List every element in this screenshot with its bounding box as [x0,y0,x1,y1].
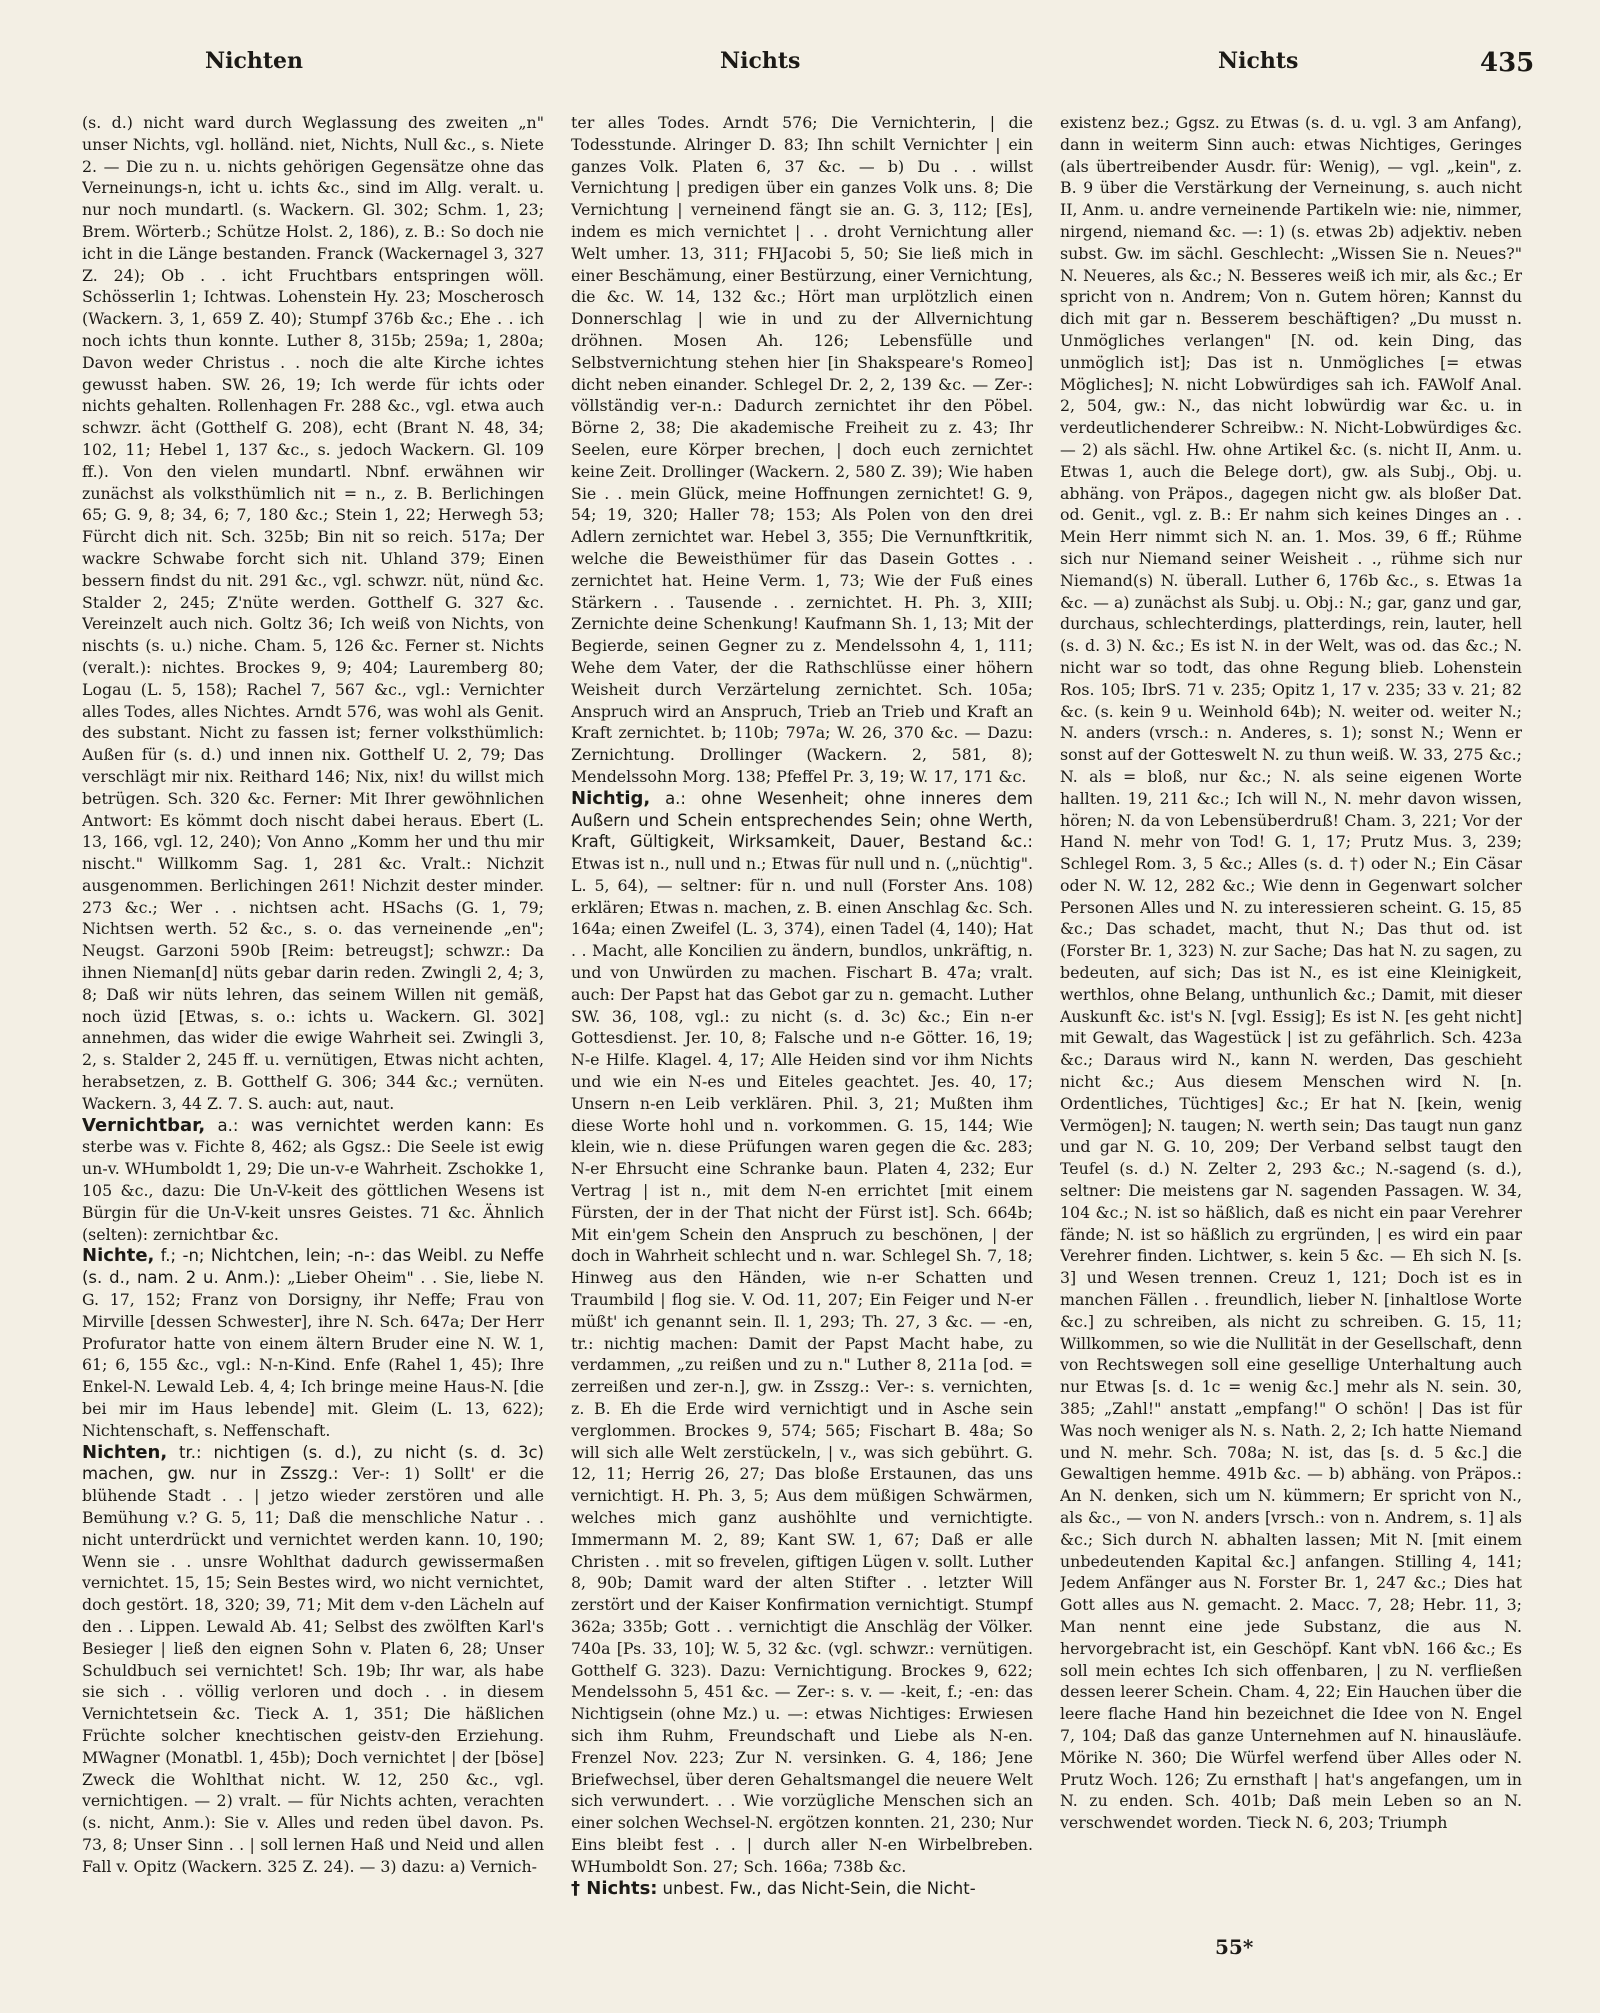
entry-gloss: tr.: nichtigen (s. d.), zu nicht (s. d. 3c) machen, gw. nur in Zsszg.: [82,1442,544,1484]
entry-text: „Lieber Oheim" . . Sie, liebe N. G. 17, 152; Franz von Dorsigny, ihr Neffe; Frau von Mirville [dessen Schwester], ihre N. Sch. 647a; Der Herr Profurator hatte von einem ältern Bruder eine N. W. 1, 61; 6, 155 &c., vgl.: N-n-Kind. Enfe (Rahel 1, 45); Ihre Enkel-N. Lewald Leb. 4, 4; Ich bringe meine Haus-N. [die bei mir im Haus lebende] mit. Gleim (L. 13, 622); Nichtenschaft, s. Neffenschaft. [82,1268,544,1440]
entry-gloss: unbest. Fw., das Nicht-Sein, die Nicht- [662,1878,976,1898]
entry-continuation [571,112,1033,788]
entry-continuation [1060,112,1522,1834]
entry-text: ter alles Todes. Arndt 576; Die Vernichterin, | die Todesstunde. Alringer D. 83; Ihn schilt Vernichter | ein ganzes Volk. Platen 6, 37 &c. — b) Du . . willst Vernichtung | predigen über ein ganzes Volk uns. 8; Die Vernichtung | verneinend fängt sie an. G. 3, 112; [Es], indem es mich vernichtet | . . droht Vernichtung aller Welt umher. 13, 311; FHJacobi 5, 50; Sie ließ mich in einer Beschämung, einer Bestürzung, einer Vernichtung, die &c. W. 14, 132 &c.; Hört man urplötzlich einen Donnerschlag | wie in und zu der Allvernichtung dröhnen. Mosen Ah. 126; Lebensfülle und Selbstvernichtung stehen hier [in Shakspeare's Romeo] dicht neben einander. Schlegel Dr. 2, 2, 139 &c. — Zer-: völlständig ver-n.: Dadurch zernichtet ihr den Pöbel. Börne 2, 38; Die akademische Freiheit zu z. 43; Ihr Seelen, eure Körper brechen, | doch euch zernichtet keine Zeit. Drollinger (Wackern. 2, 580 Z. 39); Wie haben Sie . . mein Glück, meine Hoffnungen zernichtet! G. 9, 54; 19, 320; Haller 78; 153; Als Polen von den drei Adlern zernichtet war. Hebel 3, 355; Die Vernunftkritik, welche die Beweisthümer für das Dasein Gottes . . zernichtet hat. Heine Verm. 1, 73; Wie der Fuß eines Stärkern . . Tausende . . zernichtet. H. Ph. 3, XIII; Zernichte deine Schenkung! Kaufmann Sh. 1, 13; Mit der Begierde, seinen Gegner zu z. Mendelssohn 4, 1, 111; Wehe dem Vater, der die Rathschlüsse einer höhern Weisheit durch Verzärtelung zernichtet. Sch. 105a; Anspruch wird an Anspruch, Trieb an Trieb und Kraft an Kraft zernichtet. b; 110b; 797a; W. 26, 370 &c. — Dazu: Zernichtung. Drollinger (Wackern. 2, 581, 8); Mendelssohn Morg. 138; Pfeffel Pr. 3, 19; W. 17, 171 &c. [571,113,1033,786]
column-right [1060,112,1522,1922]
entry-gloss: a.: ohne Wesenheit; ohne inneres dem Außern und Schein entsprechendes Sein; ohne Werth, Kraft, Gültigkeit, Wirksamkeit, Dauer, Bestand &c.: [571,788,1033,852]
entry-headword: Nichte, [82,1245,155,1267]
entry-nichte [82,1245,544,1441]
page-number: 435 [1480,48,1535,78]
running-head-center: Nichts [720,48,801,74]
entry-gloss: a.: was vernichtet werden kann: [217,1115,513,1135]
dictionary-columns [82,112,1522,1922]
entry-nichtig [571,788,1033,1878]
entry-headword: Nichtig, [571,787,651,809]
entry-headword: † Nichts: [571,1877,658,1899]
entry-nichten [82,1442,544,1878]
entry-continuation [82,112,544,1115]
running-head-right: Nichts [1218,48,1299,74]
entry-vernichtbar [82,1115,544,1246]
running-head [0,48,1600,88]
entry-headword: Vernichtbar, [82,1114,206,1136]
entry-headword: Nichten, [82,1441,168,1463]
entry-text: Ver-: 1) Sollt' er die blühende Stadt . . | jetzo wieder zerstören und alle Bemühung v.? G. 5, 11; Daß die menschliche Natur . . nicht unterdrückt und vernichtet werden kann. 10, 190; Wenn sie . . unsre Wohlthat dadurch gewissermaßen vernichtet. 15, 15; Sein Bestes wird, wo nicht vernichtet, doch gestört. 18, 320; 39, 71; Mit dem v-den Lächeln auf den . . Lippen. Lewald Ab. 41; Selbst des zwölften Karl's Besieger | ließ den eignen Sohn v. Platen 6, 28; Unser Schuldbuch sei vernichtet! Sch. 19b; Ihr war, als habe sie sich . . völlig verloren und doch . . in diesem Vernichtetsein &c. Tieck A. 1, 351; Die häßlichen Früchte solcher knechtischen geistv-den Erziehung. MWagner (Monatbl. 1, 45b); Doch vernichtet | der [böse] Zweck die Wohlthat nicht. W. 12, 250 &c., vgl. vernichtigen. — 2) vralt. — für Nichts achten, verachten (s. nicht, Anm.): Sie v. Alles und reden übel davon. Ps. 73, 8; Unser Sinn . . | soll lernen Haß und Neid und allen Fall v. Opitz (Wackern. 325 Z. 24). — 3) dazu: a) Vernich- [82,1464,544,1876]
entry-text: Es sterbe was v. Fichte 8, 462; als Ggsz.: Die Seele ist ewig un-v. WHumboldt 1, 29; Die un-v-e Wahrheit. Zschokke 1, 105 &c., dazu: Die Un-V-keit des göttlichen Wesens ist Bürgin für die Un-V-keit unsres Geistes. 71 &c. Ähnlich (selten): zernichtbar &c. [82,1115,544,1244]
column-left [82,112,544,1922]
running-head-left: Nichten [205,48,304,74]
entry-text: Etwas ist n., null und n.; Etwas für null und n. („nüchtig". L. 5, 64), — seltner: für n. und null (Forster Ans. 108) erklären; Etwas n. machen, z. B. einen Anschlag &c. Sch. 164a; einen Zweifel (L. 3, 374), einen Tadel (4, 140); Hat . . Macht, alle Koncilien zu ändern, bundlos, unkräftig, n. und von Unwürden zu machen. Fischart B. 47a; vralt. auch: Der Papst hat das Gebot gar zu n. gemacht. Luther SW. 36, 108, vgl.: zu nicht (s. d. 3c) &c.; Ein n-er Gottesdienst. Jer. 10, 8; Falsche und n-e Götter. 16, 19; N-e Hilfe. Klagel. 4, 17; Alle Heiden sind vor ihm Nichts und wie ein N-es und Eiteles geachtet. Jes. 40, 17; Unsern n-en Leib verklären. Phil. 3, 21; Mußten ihm diese Worte hohl und n. vorkommen. G. 15, 144; Wie klein, wie n. diese Prüfungen waren gegen die &c. 283; N-er Ehrsucht eine Schranke baun. Platen 4, 232; Eur Vertrag | ist n., mit dem N-en errichtet [mit einem Fürsten, der in der That nicht der Fürst ist]. Sch. 664b; Mit ein'gem Schein den Anspruch zu beschönen, | der doch in Wahrheit schlecht und n. war. Schlegel Sh. 7, 18; Hinweg aus den Händen, wie n-er Schatten und Traumbild | flog sie. V. Od. 11, 207; Ein Feiger und N-er müßt' ich genannt sein. Il. 1, 293; Th. 27, 3 &c. — -en, tr.: nichtig machen: Damit der Papst Macht habe, zu verdammen, „zu reißen und zu n." Luther 8, 211a [od. = zerreißen und zer-n.], gw. in Zsszg.: Ver-: s. vernichten, z. B. Eh die Erde wird vernichtigt und in Asche sein verglommen. Brockes 9, 574; 565; Fischart B. 48a; So will sich alle Welt zerstückeln, | v., was sich gebührt. G. 12, 11; Herrig 26, 27; Das bloße Erstaunen, das uns vernichtigt. H. Ph. 3, 5; Aus dem müßigen Schwärmen, welches mich ganz aushöhlte und vernichtigte. Immermann M. 2, 89; Kant SW. 1, 67; Daß er alle Christen . . mit so frevelen, giftigen Lügen v. sollt. Luther 8, 90b; Damit ward der alten Stifter . . letzter Will zerstört und der Kaiser Konfirmation vernichtigt. Stumpf 362a; 335b; Gott . . vernichtigt die Anschläg der Völker. 740a [Ps. 33, 10]; W. 5, 32 &c. (vgl. schwzr.: vernütigen. Gotthelf G. 323). Dazu: Vernichtigung. Brockes 9, 622; Mendelssohn 5, 451 &c. — Zer-: s. v. — -keit, f.; -en: das Nichtigsein (ohne Mz.) u. —: etwas Nichtiges: Erwiesen sich ihm Ruhm, Freundschaft und Liebe als N-en. Frenzel Nov. 223; Zur N. versinken. G. 4, 186; Jene Briefwechsel, über deren Gehaltsmangel die neuere Welt sich verwundert. . . Wie vorzügliche Menschen sich an einer solchen Wechsel-N. ergötzen konnten. 21, 230; Nur Eins bleibt fest . . | durch aller N-en Wirbelbreben. WHumboldt Son. 27; Sch. 166a; 738b &c. [571,854,1033,1876]
entry-nichts [571,1878,1033,1900]
entry-gloss: f.; -n; Nichtchen, lein; -n-: das Weibl. zu Neffe (s. d., nam. 2 u. Anm.): [82,1246,544,1288]
column-middle [571,112,1033,1922]
signature-mark: 55* [1215,1935,1254,1959]
entry-text: existenz bez.; Ggsz. zu Etwas (s. d. u. vgl. 3 am Anfang), dann in weiterm Sinn auch: etwas Nichtiges, Geringes (als übertreibender Ausdr. für: Wenig), — vgl. „kein", z. B. 9 über die Verstärkung der Verneinung, s. auch nicht II, Anm. u. andre verneinende Partikeln wie: nie, nimmer, nirgend, niemand &c. —: 1) (s. etwas 2b) adjektiv. neben subst. Gw. im sächl. Geschlecht: „Wissen Sie n. Neues?" N. Neueres, als &c.; N. Besseres weiß ich mir, als &c.; Er spricht von n. Andrem; Von n. Gutem hören; Kannst du dich mit gar n. Besserem beschäftigen? „Du musst n. Unmögliches verlangen" [N. od. kein Ding, das unmöglich ist]; Das ist n. Unmögliches [= etwas Mögliches]; N. nicht Lobwürdiges sah ich. FAWolf Anal. 2, 504, gw.: N., das nicht lobwürdig war &c. u. in verdeutlichenderer Schreibw.: N. Nicht-Lobwürdiges &c. — 2) als sächl. Hw. ohne Artikel &c. (s. nicht II, Anm. u. Etwas 1, auch die Belege dort), gw. als Subj., Obj. u. abhäng. von Präpos., dagegen nicht gw. als bloßer Dat. od. Genit., vgl. z. B.: Er nahm sich keines Dinges an . . Mein Herr nimmt sich N. an. 1. Mos. 39, 6 ff.; Rühme sich nur Niemand seiner Weisheit . ., rühme sich nur Niemand(s) N. überall. Luther 6, 176b &c., s. Etwas 1a &c. — a) zunächst als Subj. u. Obj.: N.; gar, ganz und gar, durchaus, schlechterdings, platterdings, rein, lauter, hell (s. d. 3) N. &c.; Es ist N. in der Welt, was od. das &c.; N. nicht war so todt, das ohne Regung blieb. Lohenstein Ros. 105; IbrS. 71 v. 235; Opitz 1, 17 v. 235; 33 v. 21; 82 &c. (s. kein 9 u. Weinhold 64b); N. weiter od. weiter N.; N. anders (vrsch.: n. Anderes, s. 1); sonst N.; Wenn er sonst auf der Gotteswelt N. zu thun weiß. W. 33, 275 &c.; N. als = bloß, nur &c.; N. als seine eigenen Worte hallten. 19, 211 &c.; Ich will N., N. mehr davon wissen, hören; N. da von Lebensüberdruß! Cham. 3, 221; Vor der Hand N. mehr von Tod! G. 1, 17; Prutz Mus. 3, 239; Schlegel Rom. 3, 5 &c.; Alles (s. d. †) oder N.; Ein Cäsar oder N. W. 12, 282 &c.; Wie denn in Gegenwart solcher Personen Alles und N. zu interessieren scheint. G. 15, 85 &c.; Das schadet, macht, thut N.; Das thut od. ist (Forster Br. 1, 323) N. zur Sache; Das hat N. zu sagen, zu bedeuten, auf sich; Das ist N., es ist eine Kleinigkeit, werthlos, ohne Belang, unthunlich &c.; Damit, mit dieser Auskunft &c. ist's N. [vgl. Essig]; Es ist N. [es geht nicht] mit Gewalt, das Wagestück | ist zu gefährlich. Sch. 423a &c.; Daraus wird N., kann N. werden, Das geschieht nicht &c.; Aus diesem Menschen wird N. [n. Ordentliches, Tüchtiges] &c.; Er hat N. [kein, wenig Vermögen]; N. taugen; N. werth sein; Das taugt nun ganz und gar N. G. 10, 209; Der Verband selbst taugt den Teufel (s. d.) N. Zelter 2, 293 &c.; N.-sagend (s. d.), seltner: Die meistens gar N. sagenden Passagen. W. 34, 104 &c.; N. ist so häßlich, daß es nicht ein paar Verehrer fände; N. ist so häßlich zu ergründen, | es wird ein paar Verehrer finden. Lichtwer, s. kein 5 &c. — Eh sich N. [s. 3] und Wesen trennen. Creuz 1, 121; Doch ist es in manchen Fällen . . freundlich, lieber N. [inhaltlose Worte &c.] zu schreiben, als nicht zu schreiben. G. 15, 11; Willkommen, so wie die Nullität in der Gesellschaft, denn von Rechtswegen soll eine gesellige Unterhaltung auch nur Etwas [s. d. 1c = wenig &c.] mehr als N. sein. 30, 385; „Zahl!" anstatt „empfang!" O schön! | Das ist für Was noch weniger als N. s. Nath. 2, 2; Ich hatte Niemand und N. mehr. Sch. 708a; N. ist, das [s. d. 5 &c.] die Gewaltigen hemme. 491b &c. — b) abhäng. von Präpos.: An N. denken, sich um N. kümmern; Er spricht von N., als &c., — von N. anders [vrsch.: von n. Andrem, s. 1] als &c.; Sich durch N. abhalten lassen; Mit N. [mit einem unbedeutenden Kapital &c.] anfangen. Stilling 4, 141; Jedem Anfänger aus N. Forster Br. 1, 247 &c.; Dies hat Gott alles aus N. gemacht. 2. Macc. 7, 28; Hebr. 11, 3; Man nennt eine jede Substanz, die aus N. hervorgebracht ist, ein Geschöpf. Kant vbN. 166 &c.; Es soll mein echtes Ich sich offenbaren, | zu N. verfließen dessen leerer Schein. Cham. 4, 22; Ein Hauchen über die leere flache Hand hin bezeichnet die Idee von N. Engel 7, 104; Daß das ganze Unternehmen auf N. hinausläufe. Mörike N. 360; Die Würfel werfend über Alles oder N. Prutz Woch. 126; Zu ernsthaft | hat's angefangen, um in N. zu enden. Sch. 401b; Daß mein Leben so an N. verschwendet worden. Tieck N. 6, 203; Triumph [1060,113,1522,1833]
entry-text: (s. d.) nicht ward durch Weglassung des zweiten „n" unser Nichts, vgl. holländ. niet, Nichts, Null &c., s. Niete 2. — Die zu n. u. nichts gehörigen Gegensätze ohne das Verneinungs-n, icht u. ichts &c., sind im Allg. veralt. u. nur noch mundartl. (s. Wackern. Gl. 302; Schm. 1, 23; Brem. Wörterb.; Schütze Holst. 2, 186), z. B.: So doch nie icht in die Länge bestanden. Franck (Wackernagel 3, 327 Z. 24); Ob . . icht Fruchtbars entspringen wöll. Schösserlin 1; Ichtwas. Lohenstein Hy. 23; Moscherosch (Wackern. 3, 1, 659 Z. 40); Stumpf 376b &c.; Ehe . . ich noch ichts thun konnte. Luther 8, 315b; 259a; 1, 280a; Davon weder Christus . . noch die alte Kirche ichtes gewusst haben. SW. 26, 19; Ich werde für ichts oder nichts gehalten. Rollenhagen Fr. 288 &c., vgl. etwa auch schwzr. ächt (Gotthelf G. 208), echt (Brant N. 48, 34; 102, 11; Hebel 1, 137 &c., s. jedoch Wackern. Gl. 109 ff.). Von den vielen mundartl. Nbnf. erwähnen wir zunächst als volksthümlich nit = n., z. B. Berlichingen 65; G. 9, 8; 34, 6; 7, 180 &c.; Stein 1, 22; Herwegh 53; Fürcht dich nit. Sch. 325b; Bin nit so reich. 517a; Der wackre Schwabe forcht sich nit. Uhland 379; Einen bessern findst du nit. 291 &c., vgl. schwzr. nüt, nünd &c. Stalder 2, 245; Z'nüte werden. Gotthelf G. 327 &c. Vereinzelt auch nich. Goltz 36; Ich weiß von Nichts, von nischts (s. u.) niche. Cham. 5, 126 &c. Ferner st. Nichts (veralt.): nichtes. Brockes 9, 9; 404; Lauremberg 80; Logau (L. 5, 158); Rachel 7, 567 &c., vgl.: Vernichter alles Todes, alles Nichtes. Arndt 576, was wohl als Genit. des substant. Nicht zu fassen ist; ferner volksthümlich: Außen für (s. d.) und innen nix. Gotthelf U. 2, 79; Das verschlägt mir nix. Reithard 146; Nix, nix! du willst mich betrügen. Sch. 320 &c. Ferner: Mit Ihrer gewöhnlichen Antwort: Es kömmt doch nischt dabei heraus. Ebert (L. 13, 166, vgl. 12, 240); Von Anno „Komm her und thu mir nischt." Willkomm Sag. 1, 281 &c. Vralt.: Nichzit ausgenommen. Berlichingen 261! Nichzit dester minder. 273 &c.; Wer . . nichtsen acht. HSachs (G. 1, 79; Nichtsen werth. 52 &c., s. o. das verneinende „en"; Neugst. Garzoni 590b [Reim: betreugst]; schwzr.: Da ihnen Nieman[d] nüts gebar darin reden. Zwingli 2, 4; 3, 8; Daß wir nüts lehren, das seinem Willen nit gemäß, noch üzid [Etwas, s. o.: ichts u. Wackern. Gl. 302] annehmen, das wider die ewige Wahrheit sei. Zwingli 3, 2, s. Stalder 2, 245 ff. u. vernütigen, Etwas nicht achten, herabsetzen, z. B. Gotthelf G. 306; 344 &c.; vernüten. Wackern. 3, 44 Z. 7. S. auch: aut, naut. [82,113,544,1113]
